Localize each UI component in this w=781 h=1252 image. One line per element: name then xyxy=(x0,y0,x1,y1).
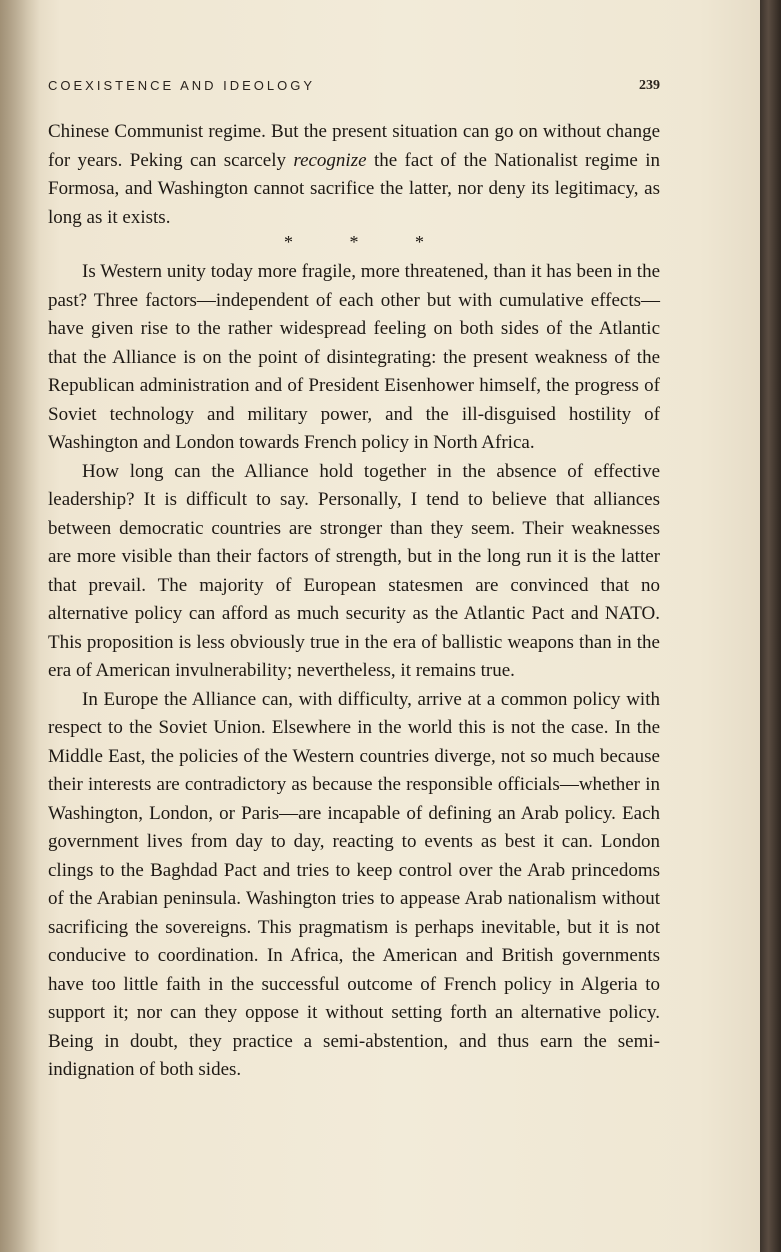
body-text xyxy=(48,118,660,1085)
binding-shadow xyxy=(0,0,40,1252)
paragraph-1-italic-word: recognize xyxy=(293,149,367,171)
page-number: 239 xyxy=(639,78,660,93)
page-edge xyxy=(760,0,781,1252)
paragraph-1-part-a: Chinese Communist regime. But the present situation can go on without change for years. Peking can scarcely xyxy=(48,121,660,171)
paragraph-1 xyxy=(48,118,660,232)
section-separator: * * * xyxy=(284,232,450,252)
paragraph-4: In Europe the Alliance can, with difficulty, arrive at a common policy with respect to the Soviet Union. Elsewhere in the world this is not the case. In the Middle East, the policies of the Western countries diverge, not so much because their interests are contradictory as because the responsible officials—whether in Washington, London, or Paris—are incapable of defining an Arab policy. Each government lives from day to day, reacting to events as best it can. London clings to the Baghdad Pact and tries to keep control over the Arab princedoms of the Arabian peninsula. Washington tries to appease Arab nationalism without sacrificing the sovereigns. This pragmatism is perhaps inevitable, but it is not conducive to coordination. In Africa, the American and British governments have too little faith in the successful outcome of French policy in Algeria to support it; nor can they oppose it without setting forth an alternative policy. Being in doubt, they practice a semi-abstention, and thus earn the semi-indignation of both sides. xyxy=(48,688,660,1080)
paragraph-2: Is Western unity today more fragile, more threatened, than it has been in the past? Three factors—independent of each other but with cumulative effects—have given rise to the rather widespread feeling on both sides of the Atlantic that the Alliance is on the point of disintegrating: the present weakness of the Republican administration and of President Eisenhower himself, the progress of Soviet technology and military power, and the ill-disguised hostility of Washington and London towards French policy in North Africa. xyxy=(48,261,660,453)
running-head xyxy=(48,78,660,102)
running-title: COEXISTENCE AND IDEOLOGY xyxy=(48,78,316,93)
paragraph-3: How long can the Alliance hold together in the absence of effective leadership? It is difficult to say. Personally, I tend to believe that alliances between democratic countries are stronger than they seem. Their weaknesses are more visible than their factors of strength, but in the long run it is the latter that prevail. The majority of European statesmen are convinced that no alternative policy can afford as much security as the Atlantic Pact and NATO. This proposition is less obviously true in the era of ballistic weapons than in the era of American invulnerability; nevertheless, it remains true. xyxy=(48,460,660,681)
paragraph-1-part-b: the fact of the Nationalist regime in Formosa, and Washington cannot sacrifice the latter, nor deny its legitimacy, as long as it exists. xyxy=(48,149,660,228)
